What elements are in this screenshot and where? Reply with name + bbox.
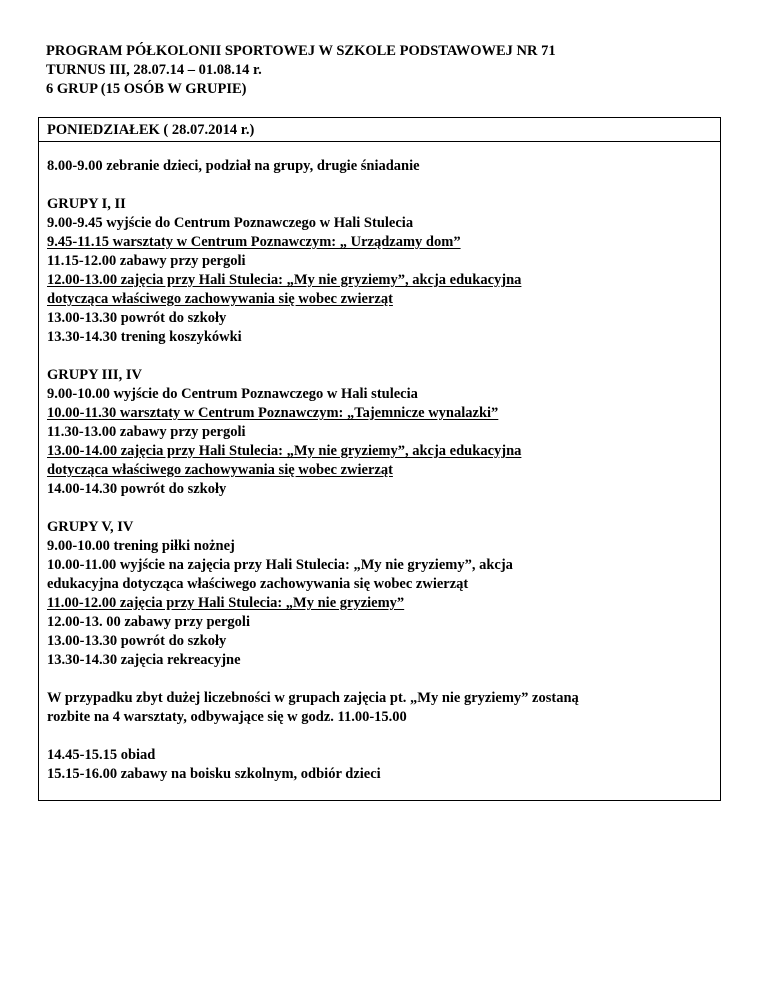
closing-block [47, 746, 712, 784]
spacer [47, 499, 712, 518]
spacer [47, 176, 712, 195]
schedule-line: dotycząca właściwego zachowywania się wobec zwierząt [47, 291, 393, 307]
spacer [47, 727, 712, 746]
schedule-line: 14.00-14.30 powrót do szkoły [47, 481, 227, 497]
header-title: PROGRAM PÓŁKOLONII SPORTOWEJ W SZKOLE PODSTAWOWEJ NR 71 [46, 43, 556, 59]
schedule-line: 14.45-15.15 obiad [47, 747, 156, 763]
document-header [46, 42, 736, 99]
spacer [47, 670, 712, 689]
schedule-line: 12.00-13. 00 zabawy przy pergoli [47, 614, 250, 630]
schedule-table [38, 117, 721, 801]
schedule-line: 13.00-14.00 zajęcia przy Hali Stulecia: „My nie gryziemy”, akcja edukacyjna [47, 443, 522, 459]
schedule-line: 13.30-14.30 trening koszykówki [47, 329, 242, 345]
group-block-3 [47, 518, 712, 670]
group-block-2 [47, 366, 712, 499]
schedule-line: 9.45-11.15 warsztaty w Centrum Poznawczym: „ Urządzamy dom” [47, 234, 461, 250]
group-name: GRUPY III, IV [47, 367, 142, 383]
intro-line: 8.00-9.00 zebranie dzieci, podział na grupy, drugie śniadanie [47, 158, 420, 174]
schedule-line: 9.00-10.00 wyjście do Centrum Poznawczego w Hali stulecia [47, 386, 418, 402]
schedule-line: 15.15-16.00 zabawy na boisku szkolnym, odbiór dzieci [47, 766, 381, 782]
schedule-line: 9.00-10.00 trening piłki nożnej [47, 538, 235, 554]
day-schedule [39, 142, 720, 784]
note-line: W przypadku zbyt dużej liczebności w grupach zajęcia pt. „My nie gryziemy” zostaną [47, 690, 579, 706]
day-heading: PONIEDZIAŁEK ( 28.07.2014 r.) [39, 118, 720, 142]
schedule-line: 9.00-9.45 wyjście do Centrum Poznawczego w Hali Stulecia [47, 215, 414, 231]
spacer [47, 347, 712, 366]
schedule-line: 10.00-11.00 wyjście na zajęcia przy Hali Stulecia: „My nie gryziemy”, akcja [47, 557, 513, 573]
schedule-line: 12.00-13.00 zajęcia przy Hali Stulecia: „My nie gryziemy”, akcja edukacyjna [47, 272, 522, 288]
schedule-line: 11.00-12.00 zajęcia przy Hali Stulecia: „My nie gryziemy” [47, 595, 405, 611]
header-groups-info: 6 GRUP (15 OSÓB W GRUPIE) [46, 81, 247, 97]
schedule-line: 10.00-11.30 warsztaty w Centrum Poznawczym: „Tajemnicze wynalazki” [47, 405, 499, 421]
group-name: GRUPY V, IV [47, 519, 134, 535]
group-block-1 [47, 195, 712, 347]
schedule-line: edukacyjna dotycząca właściwego zachowywania się wobec zwierząt [47, 576, 469, 592]
schedule-line: 13.30-14.30 zajęcia rekreacyjne [47, 652, 241, 668]
note-block [47, 689, 712, 727]
schedule-line: 13.00-13.30 powrót do szkoły [47, 310, 227, 326]
header-turnus: TURNUS III, 28.07.14 – 01.08.14 r. [46, 62, 262, 78]
schedule-line: 13.00-13.30 powrót do szkoły [47, 633, 227, 649]
group-name: GRUPY I, II [47, 196, 126, 212]
note-line: rozbite na 4 warsztaty, odbywające się w godz. 11.00-15.00 [47, 709, 407, 725]
schedule-line: 11.30-13.00 zabawy przy pergoli [47, 424, 246, 440]
schedule-line: dotycząca właściwego zachowywania się wobec zwierząt [47, 462, 393, 478]
schedule-line: 11.15-12.00 zabawy przy pergoli [47, 253, 246, 269]
